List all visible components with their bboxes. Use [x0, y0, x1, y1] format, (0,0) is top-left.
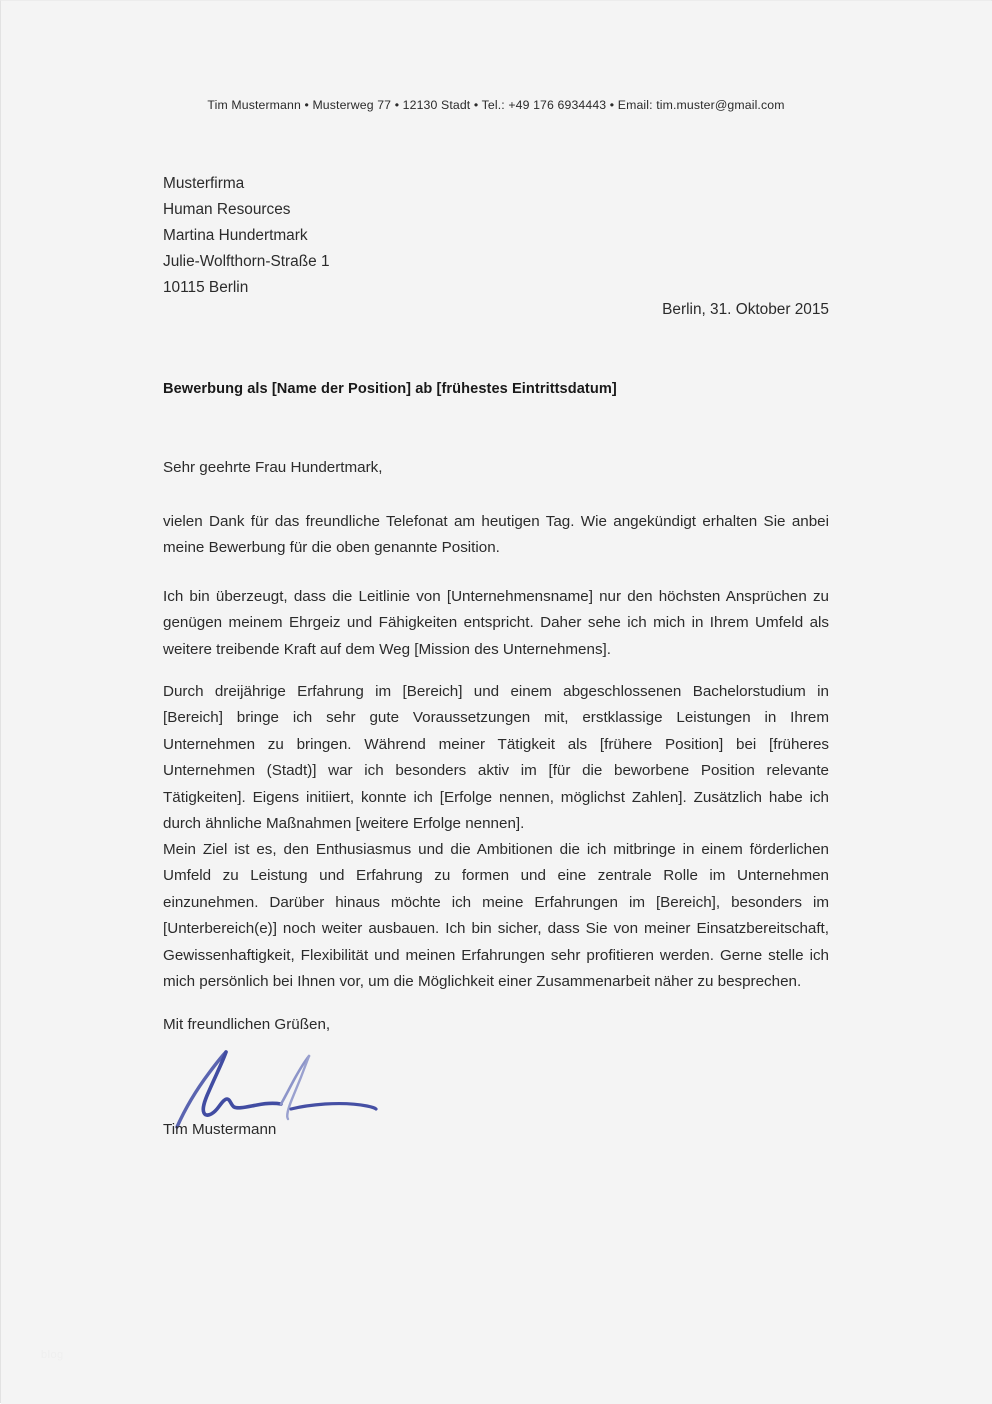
body-paragraph-1: vielen Dank für das freundliche Telefonat am heutigen Tag. Wie angekündigt erhalten Sie anbei meine Bewerbung für die oben genannte Position.	[163, 513, 829, 557]
recipient-line-city: 10115 Berlin	[163, 279, 249, 296]
date-line: Berlin, 31. Oktober 2015	[662, 301, 829, 318]
signer-printed-name: Tim Mustermann	[163, 1121, 277, 1138]
page-sheet	[1, 1, 992, 1404]
salutation: Sehr geehrte Frau Hundertmark,	[163, 459, 383, 476]
handwritten-signature	[171, 1047, 431, 1131]
recipient-address-block	[163, 171, 563, 301]
body-paragraph-2: Ich bin überzeugt, dass die Leitlinie von [Unternehmensname] nur den höchsten Ansprüchen zu genügen meinem Ehrgeiz und Fähigkeiten entspricht. Daher sehe ich mich in Ihrem Umfeld als weitere treibende Kraft auf dem Weg [Mission des Unternehmens].	[163, 588, 829, 658]
letterhead-contact-line: Tim Mustermann • Musterweg 77 • 12130 Stadt • Tel.: +49 176 6934443 • Email: tim.muster@gmail.com	[207, 98, 785, 112]
page-watermark: blog	[41, 1349, 64, 1361]
recipient-line-department: Human Resources	[163, 201, 291, 218]
recipient-line-company: Musterfirma	[163, 175, 245, 192]
signature-ink-icon	[171, 1047, 431, 1131]
closing-greeting: Mit freundlichen Grüßen,	[163, 1016, 331, 1033]
recipient-line-person: Martina Hundertmark	[163, 227, 308, 244]
body-paragraph-4: Mein Ziel ist es, den Enthusiasmus und die Ambitionen die ich mitbringe in einem förderlichen Umfeld zu Leistung und Erfahrung zu formen und eine zentrale Rolle im Unternehmen einzunehmen. Darüber hinaus möchte ich meine Erfahrungen im [Bereich], besonders im [Unterbereich(e)] noch weiter ausbauen. Ich bin sicher, dass Sie von meiner Einsatzbereitschaft, Gewissenhaftigkeit, Flexibilität und meinen Erfahrungen sehr profitieren werden. Gerne stelle ich mich persönlich bei Ihnen vor, um die Möglichkeit einer Zusammenarbeit näher zu besprechen.	[163, 841, 829, 991]
subject-line: Bewerbung als [Name der Position] ab [frühestes Eintrittsdatum]	[163, 381, 617, 397]
recipient-line-street: Julie-Wolfthorn-Straße 1	[163, 253, 330, 270]
body-paragraph-3: Durch dreijährige Erfahrung im [Bereich] und einem abgeschlossenen Bachelorstudium in [Bereich] bringe ich sehr gute Voraussetzungen mit, erstklassige Leistungen in Ihrem Unternehmen zu bringen. Während meiner Tätigkeit als [frühere Position] bei [früheres Unternehmen (Stadt)] war ich besonders aktiv im [für die beworbene Position relevante Tätigkeiten]. Eigens initiiert, konnte ich [Erfolge nennen, möglichst Zahlen]. Zusätzlich habe ich durch ähnliche Maßnahmen [weitere Erfolge nennen].	[163, 683, 829, 833]
